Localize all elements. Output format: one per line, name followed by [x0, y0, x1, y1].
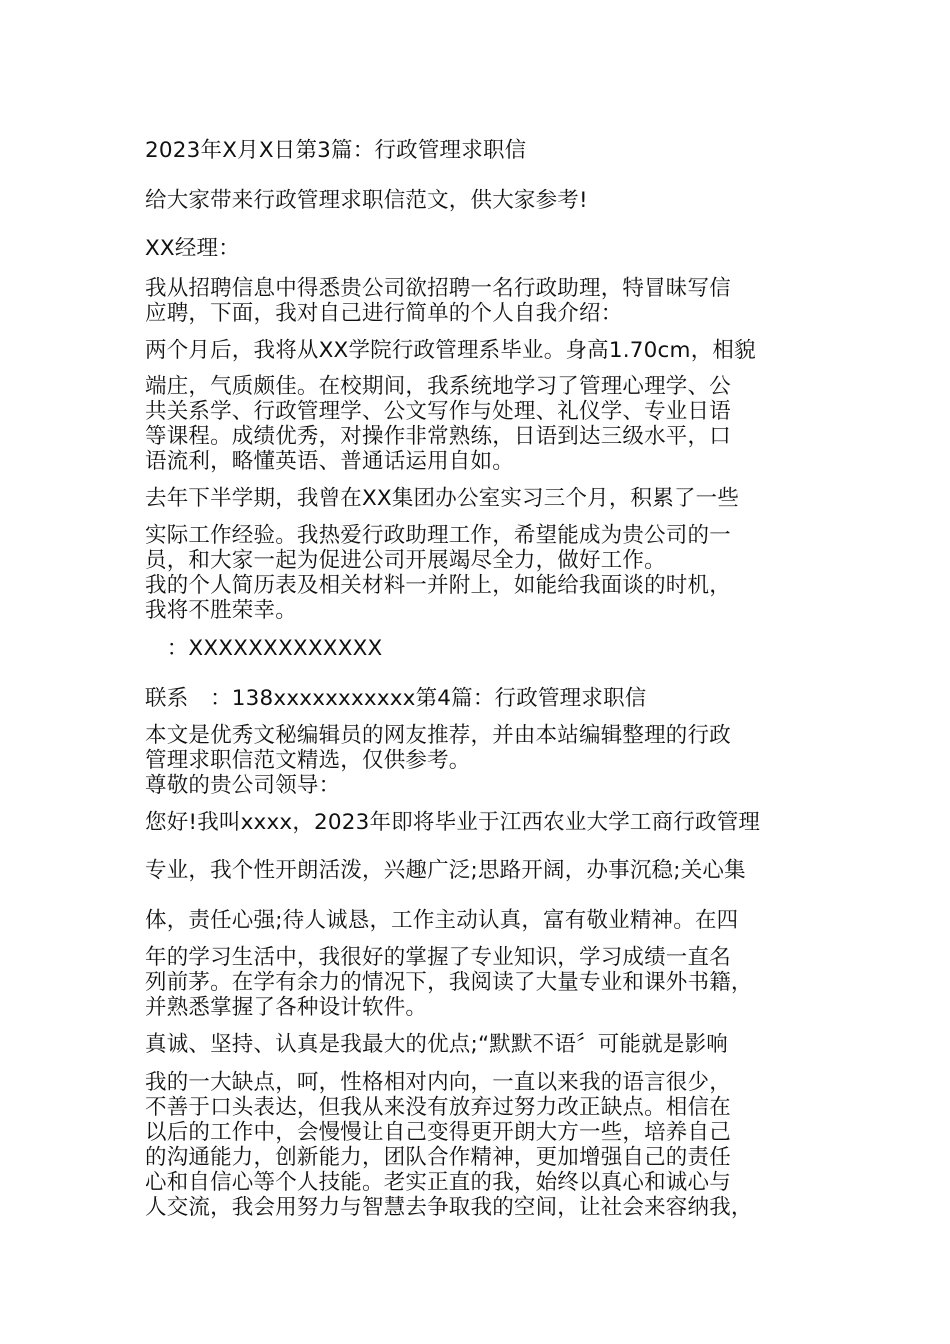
paragraph-line: 真诚、坚持、认真是我最大的优点;“默默不语〞可能就是影响 [145, 1032, 728, 1057]
paragraph-line: 员，和大家一起为促进公司开展竭尽全力，做好工作。 [145, 548, 666, 573]
paragraph-line: 应聘，下面，我对自己进行简单的个人自我介绍： [145, 301, 623, 326]
paragraph-line: 不善于口头表达，但我从来没有放弃过努力改正缺点。相信在 [145, 1095, 731, 1120]
paragraph-line: 并熟悉掌握了各种设计软件。 [145, 995, 428, 1020]
paragraph-line: 共关系学、行政管理学、公文写作与处理、礼仪学、专业日语 [145, 399, 731, 424]
paragraph-line: 列前茅。在学有余力的情况下，我阅读了大量专业和课外书籍， [145, 970, 753, 995]
paragraph-line: 年的学习生活中，我很好的掌握了专业知识，学习成绩一直名 [145, 945, 731, 970]
paragraph-line: 我从招聘信息中得悉贵公司欲招聘一名行政助理，特冒昧写信 [145, 276, 731, 301]
placeholder-line: ：XXXXXXXXXXXXX [145, 636, 383, 661]
paragraph-line: 本文是优秀文秘编辑员的网友推荐，并由本站编辑整理的行政 [145, 723, 731, 748]
paragraph-line: 两个月后，我将从XX学院行政管理系毕业。身高1.70cm，相貌 [145, 338, 756, 363]
paragraph-line: 人交流，我会用努力与智慧去争取我的空间，让社会来容纳我， [145, 1195, 753, 1220]
paragraph-line: 语流利，略懂英语、普通话运用自如。 [145, 449, 514, 474]
paragraph-line: 我的个人简历表及相关材料一并附上，如能给我面谈的时机， [145, 573, 731, 598]
paragraph-line: 管理求职信范文精选，仅供参考。 [145, 748, 471, 773]
paragraph-line: 心和自信心等个人技能。老实正直的我，始终以真心和诚心与 [145, 1170, 731, 1195]
paragraph-line: 端庄，气质颇佳。在校期间，我系统地学习了管理心理学、公 [145, 374, 731, 399]
paragraph-line: 以后的工作中，会慢慢让自己变得更开朗大方一些，培养自己 [145, 1120, 731, 1145]
salutation: 尊敬的贵公司领导： [145, 773, 341, 798]
salutation: XX经理： [145, 236, 240, 261]
paragraph-line: 专业，我个性开朗活泼，兴趣广泛;思路开阔，办事沉稳;关心集 [145, 858, 746, 883]
paragraph-line: 等课程。成绩优秀，对操作非常熟练，日语到达三级水平，口 [145, 424, 731, 449]
section-heading-3: 2023年X月X日第3篇：行政管理求职信 [145, 138, 527, 163]
paragraph-line: 去年下半学期，我曾在XX集团办公室实习三个月，积累了一些 [145, 486, 740, 511]
paragraph-line: 的沟通能力，创新能力，团队合作精神，更加增强自己的责任 [145, 1145, 731, 1170]
paragraph-line: 给大家带来行政管理求职信范文，供大家参考! [145, 188, 588, 213]
paragraph-line: 我将不胜荣幸。 [145, 598, 297, 623]
paragraph-line: 实际工作经验。我热爱行政助理工作，希望能成为贵公司的一 [145, 523, 731, 548]
paragraph-line: 体，责任心强;待人诚恳，工作主动认真，富有敬业精神。在四 [145, 908, 739, 933]
paragraph-line: 我的一大缺点，呵，性格相对内向，一直以来我的语言很少， [145, 1070, 731, 1095]
contact-and-section-heading-4: 联系 ：138xxxxxxxxxxx第4篇：行政管理求职信 [145, 686, 647, 711]
paragraph-line: 您好!我叫xxxx，2023年即将毕业于江西农业大学工商行政管理 [145, 810, 761, 835]
